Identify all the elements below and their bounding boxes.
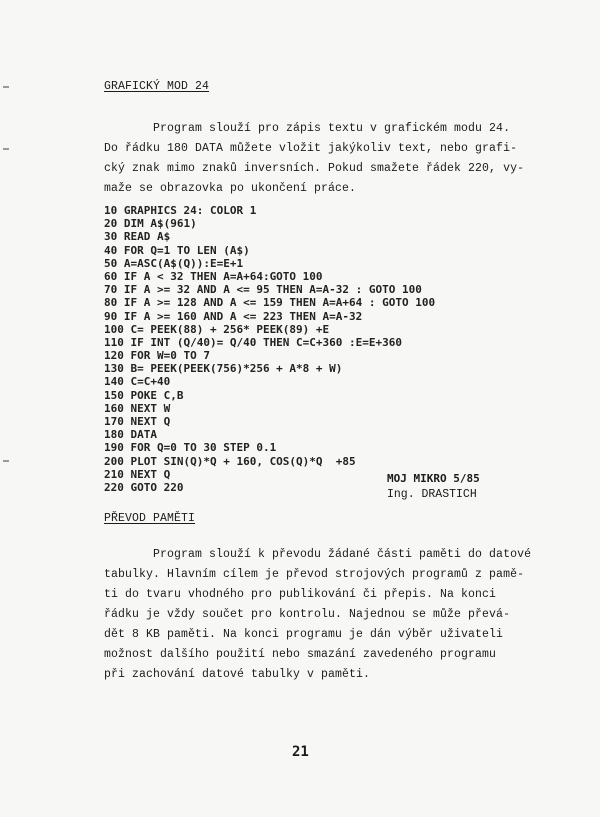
paragraph-line: možnost dalšího použití nebo smazání zavedeného programu — [104, 648, 497, 661]
paragraph-line: při zachování datové tabulky v paměti. — [104, 668, 371, 681]
author-credit: Ing. DRASTICH — [387, 488, 477, 501]
code-line: 160 NEXT W — [104, 401, 171, 415]
section2-paragraph — [104, 545, 534, 685]
code-line: 50 A=ASC(A$(Q)):E=E+1 — [104, 256, 244, 270]
section-heading-prevod-pameti: PŘEVOD PAMĚTI — [104, 512, 196, 525]
paragraph-line: řádku je vždy součet pro kontrolu. Najednou se může převá- — [104, 608, 511, 621]
code-line: 150 POKE C,B — [104, 388, 184, 402]
paragraph-line: cký znak mimo znaků inversních. Pokud smažete řádek 220, vy- — [104, 162, 525, 175]
paragraph-line: maže se obrazovka po ukončení práce. — [104, 182, 357, 195]
scan-margin-mark — [3, 460, 9, 462]
paragraph-line: Do řádku 180 DATA můžete vložit jakýkoliv text, nebo grafi- — [104, 142, 518, 155]
source-credit: MOJ MIKRO 5/85 — [387, 472, 480, 485]
code-line: 70 IF A >= 32 AND A <= 95 THEN A=A-32 : GOTO 100 — [104, 283, 422, 297]
scan-margin-mark — [3, 148, 9, 150]
code-line: 90 IF A >= 160 AND A <= 223 THEN A=A-32 — [104, 309, 363, 323]
code-line: 20 DIM A$(961) — [104, 217, 197, 231]
code-line: 30 READ A$ — [104, 230, 171, 244]
code-line: 190 FOR Q=0 TO 30 STEP 0.1 — [104, 441, 277, 455]
paragraph-line: ti do tvaru vhodného pro publikování či přepis. Na konci — [104, 588, 497, 601]
section1-paragraph — [104, 119, 534, 199]
paragraph-line: Program slouží k převodu žádané části paměti do datové — [104, 548, 532, 561]
paragraph-line: tabulky. Hlavním cílem je převod strojových programů z pamě- — [104, 568, 525, 581]
code-line: 170 NEXT Q — [104, 415, 171, 428]
code-line: 120 FOR W=0 TO 7 — [104, 349, 210, 363]
code-line: 220 GOTO 220 — [104, 480, 184, 494]
code-line: 10 GRAPHICS 24: COLOR 1 — [104, 204, 257, 217]
code-line: 200 PLOT SIN(Q)*Q + 160, COS(Q)*Q +85 — [104, 454, 356, 468]
code-line: 80 IF A >= 128 AND A <= 159 THEN A=A+64 : GOTO 100 — [104, 296, 436, 310]
code-line: 140 C=C+40 — [104, 375, 171, 389]
code-line: 110 IF INT (Q/40)= Q/40 THEN C=C+360 :E=E+360 — [104, 335, 403, 349]
scan-margin-mark — [3, 86, 9, 88]
basic-program-listing — [104, 204, 435, 494]
code-line: 210 NEXT Q — [104, 467, 171, 481]
page-number: 21 — [292, 744, 309, 760]
code-line: 180 DATA — [104, 428, 157, 442]
code-line: 40 FOR Q=1 TO LEN (A$) — [104, 243, 250, 257]
code-line: 130 B= PEEK(PEEK(756)*256 + A*8 + W) — [104, 362, 343, 376]
paragraph-line: dět 8 KB paměti. Na konci programu je dán výběr uživateli — [104, 628, 504, 641]
section-heading-graficky-mod: GRAFICKÝ MOD 24 — [104, 80, 210, 93]
code-line: 60 IF A < 32 THEN A=A+64:GOTO 100 — [104, 269, 323, 283]
code-line: 100 C= PEEK(88) + 256* PEEK(89) +E — [104, 322, 330, 336]
paragraph-line: Program slouží pro zápis textu v grafickém modu 24. — [104, 122, 511, 135]
